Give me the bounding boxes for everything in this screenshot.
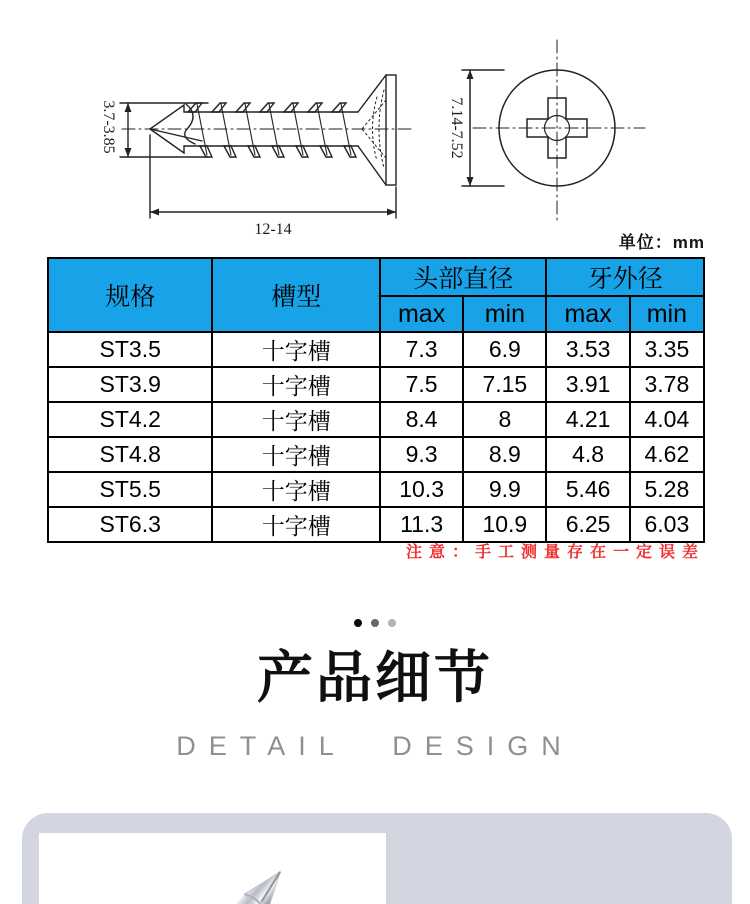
arrowhead — [150, 209, 159, 216]
screw-side-view-drawing — [80, 40, 440, 245]
cell: 十字槽 — [212, 507, 380, 542]
section-subtitle: DETAIL DESIGN — [176, 731, 574, 761]
cell: 十字槽 — [212, 472, 380, 507]
cell: 4.04 — [630, 402, 704, 437]
decorative-dots — [0, 619, 750, 627]
cell: 9.3 — [380, 437, 463, 472]
table-row — [48, 367, 704, 402]
arrowhead — [467, 70, 474, 79]
table-row — [48, 472, 704, 507]
header-slot-type: 槽型 — [212, 258, 380, 332]
countersunk-head — [358, 75, 396, 185]
cell: 4.62 — [630, 437, 704, 472]
cell: 8.4 — [380, 402, 463, 437]
cell: 7.15 — [463, 367, 546, 402]
arrowhead — [387, 209, 396, 216]
cell: 7.5 — [380, 367, 463, 402]
side-length-label: 12-14 — [254, 221, 292, 238]
cell: 十字槽 — [212, 332, 380, 367]
screw-tip-photo — [39, 833, 386, 904]
table-row — [48, 507, 704, 542]
arrowhead — [125, 148, 132, 157]
table-row — [48, 332, 704, 367]
cell: ST3.5 — [48, 332, 212, 367]
cell: 4.21 — [546, 402, 629, 437]
subheader-min: min — [463, 296, 546, 332]
cell: 9.9 — [463, 472, 546, 507]
cell: 十字槽 — [212, 402, 380, 437]
cell: 十字槽 — [212, 437, 380, 472]
drill-point — [150, 105, 184, 129]
dot — [388, 619, 396, 627]
cell: ST4.2 — [48, 402, 212, 437]
cell: 11.3 — [380, 507, 463, 542]
cell: 8 — [463, 402, 546, 437]
cell: 3.35 — [630, 332, 704, 367]
screw-head-top-view-drawing — [440, 28, 710, 235]
cell: 6.9 — [463, 332, 546, 367]
cell: ST4.8 — [48, 437, 212, 472]
cell: 3.78 — [630, 367, 704, 402]
cell: 5.28 — [630, 472, 704, 507]
thread-crests — [188, 103, 356, 157]
cell: 3.91 — [546, 367, 629, 402]
detail-photo-card — [39, 833, 386, 904]
header-head-diameter: 头部直径 — [380, 258, 546, 296]
head-diameter-label: 7.14-7.52 — [448, 97, 465, 159]
cell: ST3.9 — [48, 367, 212, 402]
side-diameter-label: 3.7-3.85 — [100, 100, 117, 154]
section-title: 产品细节 — [257, 646, 493, 709]
table-header-row — [48, 258, 704, 296]
subheader-max: max — [546, 296, 629, 332]
detail-photo-panel — [22, 813, 732, 904]
arrowhead — [125, 103, 132, 112]
cell: 5.46 — [546, 472, 629, 507]
dot — [354, 619, 362, 627]
cell: 十字槽 — [212, 367, 380, 402]
cell: 3.53 — [546, 332, 629, 367]
cell: 6.25 — [546, 507, 629, 542]
spec-table — [47, 257, 705, 543]
cell: ST5.5 — [48, 472, 212, 507]
cell: 10.3 — [380, 472, 463, 507]
cell: 10.9 — [463, 507, 546, 542]
header-spec: 规格 — [48, 258, 212, 332]
subheader-min: min — [630, 296, 704, 332]
cell: ST6.3 — [48, 507, 212, 542]
cell: 4.8 — [546, 437, 629, 472]
dot — [371, 619, 379, 627]
cell: 6.03 — [630, 507, 704, 542]
subheader-max: max — [380, 296, 463, 332]
table-row — [48, 437, 704, 472]
cell: 8.9 — [463, 437, 546, 472]
measurement-note: 注意：手工测量存在一定误差 — [405, 544, 705, 561]
cell: 7.3 — [380, 332, 463, 367]
unit-label: 单位：mm — [618, 233, 705, 252]
header-thread-od: 牙外径 — [546, 258, 704, 296]
arrowhead — [467, 177, 474, 186]
table-row — [48, 402, 704, 437]
